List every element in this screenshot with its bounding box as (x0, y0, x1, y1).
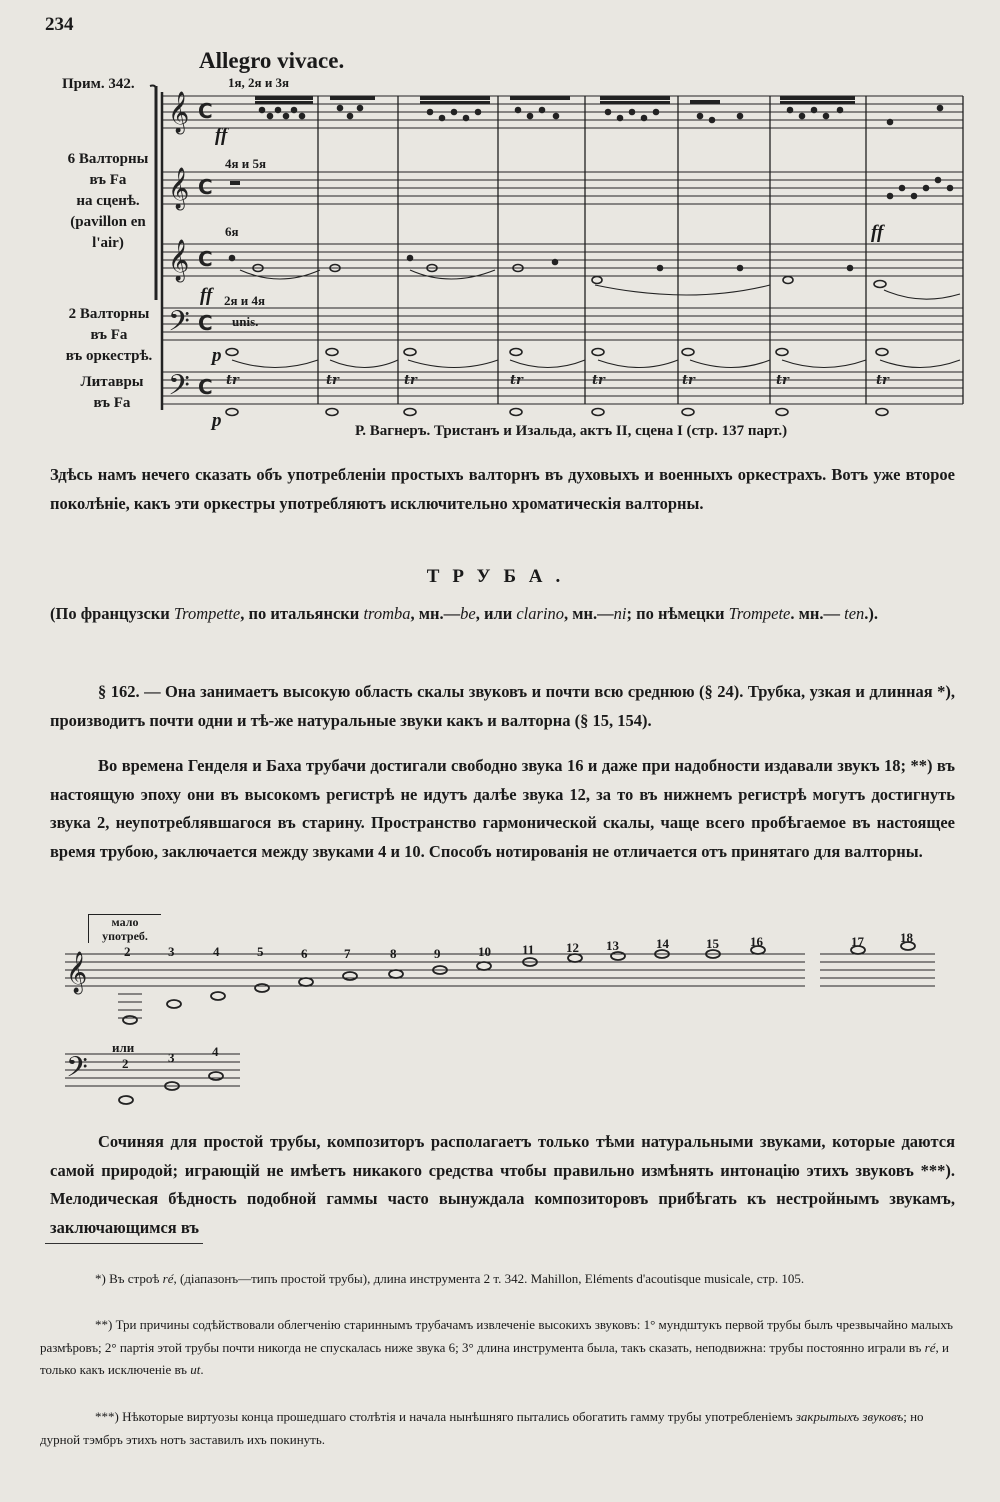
harmonic-number: 10 (478, 944, 491, 959)
paragraph-names: (По французски Trompette, по итальянски tromba, мн.—be, или clarino, мн.—ni; по нѣмецки Trompete. мн.— ten.). (50, 604, 879, 623)
treble-clef-icon: 𝄞 (168, 240, 190, 281)
svg-text:C: C (198, 247, 213, 271)
tempo-marking: Allegro vivace. (199, 48, 345, 73)
paragraph-section-162: § 162. — Она занимаетъ высокую область скалы звуковъ и почти всю среднюю (§ 24). Трубка, узкая и длинная *), производитъ почти одни и тѣ-же натуральные звуки какъ и валторна (§ 15, 154). (50, 682, 955, 730)
svg-text:C: C (198, 375, 213, 399)
dynamic-ff: ff (200, 285, 213, 306)
label-line: 2 Валторны (68, 306, 150, 322)
example-number: Прим. 342. (62, 76, 135, 92)
treble-clef-icon: 𝄞 (168, 92, 190, 133)
label-line: въ оркестрѣ. (65, 348, 153, 364)
label-line: 6 Валторны (67, 151, 149, 167)
paragraph-natural-sounds: Сочиняя для простой трубы, композиторъ располагаетъ только тѣми натуральными звуками, которые даются самой природой; играющій не имѣетъ никакого средства чтобы правильно измѣнять интонацію этихъ звуковъ ***). Мелодическая бѣдность подобной гаммы часто вынуждала композиторовъ прибѣгать къ нестройнымъ звукамъ, заключающимся въ (50, 1132, 955, 1237)
svg-text:C: C (198, 99, 213, 123)
footnote-1: *) Въ строѣ ré, (діапазонъ—типъ простой трубы), длина инструмента 2 т. 342. Mahillon, Eléments d'acoutisque musicale, стр. 105. (95, 1271, 805, 1286)
svg-text:tr: tr (226, 373, 239, 388)
dynamic-ff: ff (215, 125, 228, 146)
svg-text:tr: tr (592, 373, 605, 388)
part-label-1-2-3: 1я, 2я и 3я (228, 75, 290, 90)
dynamic-p: p (212, 345, 222, 366)
footnote-2: **) Три причины содѣйствовали облегченію стариннымъ трубачамъ извлеченіе высокихъ звуковъ: 1° мундштукъ первой трубы былъ чрезвычайно малыхъ размѣровъ; 2° партія этой трубы почти никогда не спускалась ниже звука 6; 3° длина инструмента была, такъ сказать, неподвижна: трубы постоянно играли въ ré, и только какъ исключеніе въ ut. (40, 1317, 953, 1377)
part-label-4-5: 4я и 5я (225, 156, 267, 171)
harmonic-number: 15 (706, 936, 719, 951)
svg-text:tr: tr (510, 373, 523, 388)
harmonic-number: 8 (390, 946, 397, 961)
bass-clef-icon: 𝄢 (168, 369, 190, 409)
label-line: въ Fa (93, 395, 131, 411)
harmonic-number: 13 (606, 938, 619, 953)
svg-text:C: C (198, 175, 213, 199)
harmonic-number: 2 (124, 944, 131, 959)
label-line: Литавры (80, 374, 144, 390)
paragraph-history: Во времена Генделя и Баха трубачи достигали свободно звука 16 и даже при надобности издавали звукъ 18; **) въ настоящую эпоху они въ высокомъ регистрѣ не идутъ далѣе звука 12, за то въ нижнемъ регистрѣ могутъ достигнуть звука 2, неупотреблявшагося въ старину. Пространство гармонической скалы, чаще всего пробѣгаемое въ настоящее время трубою, заключается между звуками 4 и 10. Способъ нотированія не отличается отъ принятаго для валторны. (50, 756, 955, 861)
label-line: на сценѣ. (76, 193, 140, 209)
label-line: (pavillon en (70, 214, 146, 230)
dynamic-ff: ff (871, 222, 884, 243)
harmonic-number: 14 (656, 936, 669, 951)
rarely-used-label: мало употреб. (88, 914, 161, 943)
treble-clef-icon: 𝄞 (168, 168, 190, 209)
svg-text:tr: tr (876, 373, 889, 388)
svg-text:tr: tr (776, 373, 789, 388)
svg-text:C: C (198, 311, 213, 335)
paragraph-intro: Здѣсь намъ нечего сказать объ употребленіи простыхъ валторнъ въ духовыхъ и военныхъ оркестрахъ. Вотъ уже второе поколѣніе, какъ эти оркестры употребляютъ исключительно хроматическія валторны. (50, 465, 955, 513)
svg-text:tr: tr (326, 373, 339, 388)
part-label-6: 6я (225, 224, 239, 239)
harmonic-number: 17 (851, 934, 864, 949)
svg-text:tr: tr (404, 373, 417, 388)
part-label-2-4: 2я и 4я (224, 293, 266, 308)
svg-text:tr: tr (682, 373, 695, 388)
harmonic-number: 3 (168, 944, 175, 959)
bass-harmonic-number: 4 (212, 1044, 219, 1059)
label-line: въ Fa (89, 172, 127, 188)
footnote-3: ***) Нѣкоторые виртуозы конца прошедшаго столѣтія и начала нынѣшняго пытались обогатить гамму трубы употребленіемъ закрытыхъ звуковъ; но дурной тэмбръ этихъ нотъ заставилъ ихъ покинуть. (40, 1409, 924, 1447)
harmonic-number: 12 (566, 940, 579, 955)
bass-clef-icon: 𝄢 (168, 305, 190, 345)
bass-harmonic-number: 2 (122, 1056, 129, 1071)
harmonic-number: 11 (522, 942, 535, 957)
bass-clef-icon: 𝄢 (66, 1051, 88, 1091)
section-heading: ТРУБА. (426, 566, 574, 587)
harmonic-number: 4 (213, 944, 220, 959)
page-number: 234 (45, 14, 74, 35)
dynamic-p: p (212, 410, 222, 431)
footnote-separator (45, 1243, 203, 1244)
treble-clef-icon: 𝄞 (66, 952, 88, 993)
harmonic-number: 7 (344, 946, 351, 961)
bass-alt-label: или (112, 1040, 135, 1055)
label-line: l'air) (92, 235, 124, 251)
harmonic-number: 9 (434, 946, 441, 961)
label-line: въ Fa (90, 327, 128, 343)
score-caption: Р. Вагнеръ. Тристанъ и Изальда, актъ II, сцена I (стр. 137 парт.) (355, 423, 788, 439)
harmonic-number: 6 (301, 946, 308, 961)
harmonic-number: 18 (900, 930, 913, 945)
harmonic-number: 5 (257, 944, 264, 959)
part-label-unis: unis. (232, 314, 259, 329)
harmonic-number: 16 (750, 934, 763, 949)
bass-harmonic-number: 3 (168, 1050, 175, 1065)
